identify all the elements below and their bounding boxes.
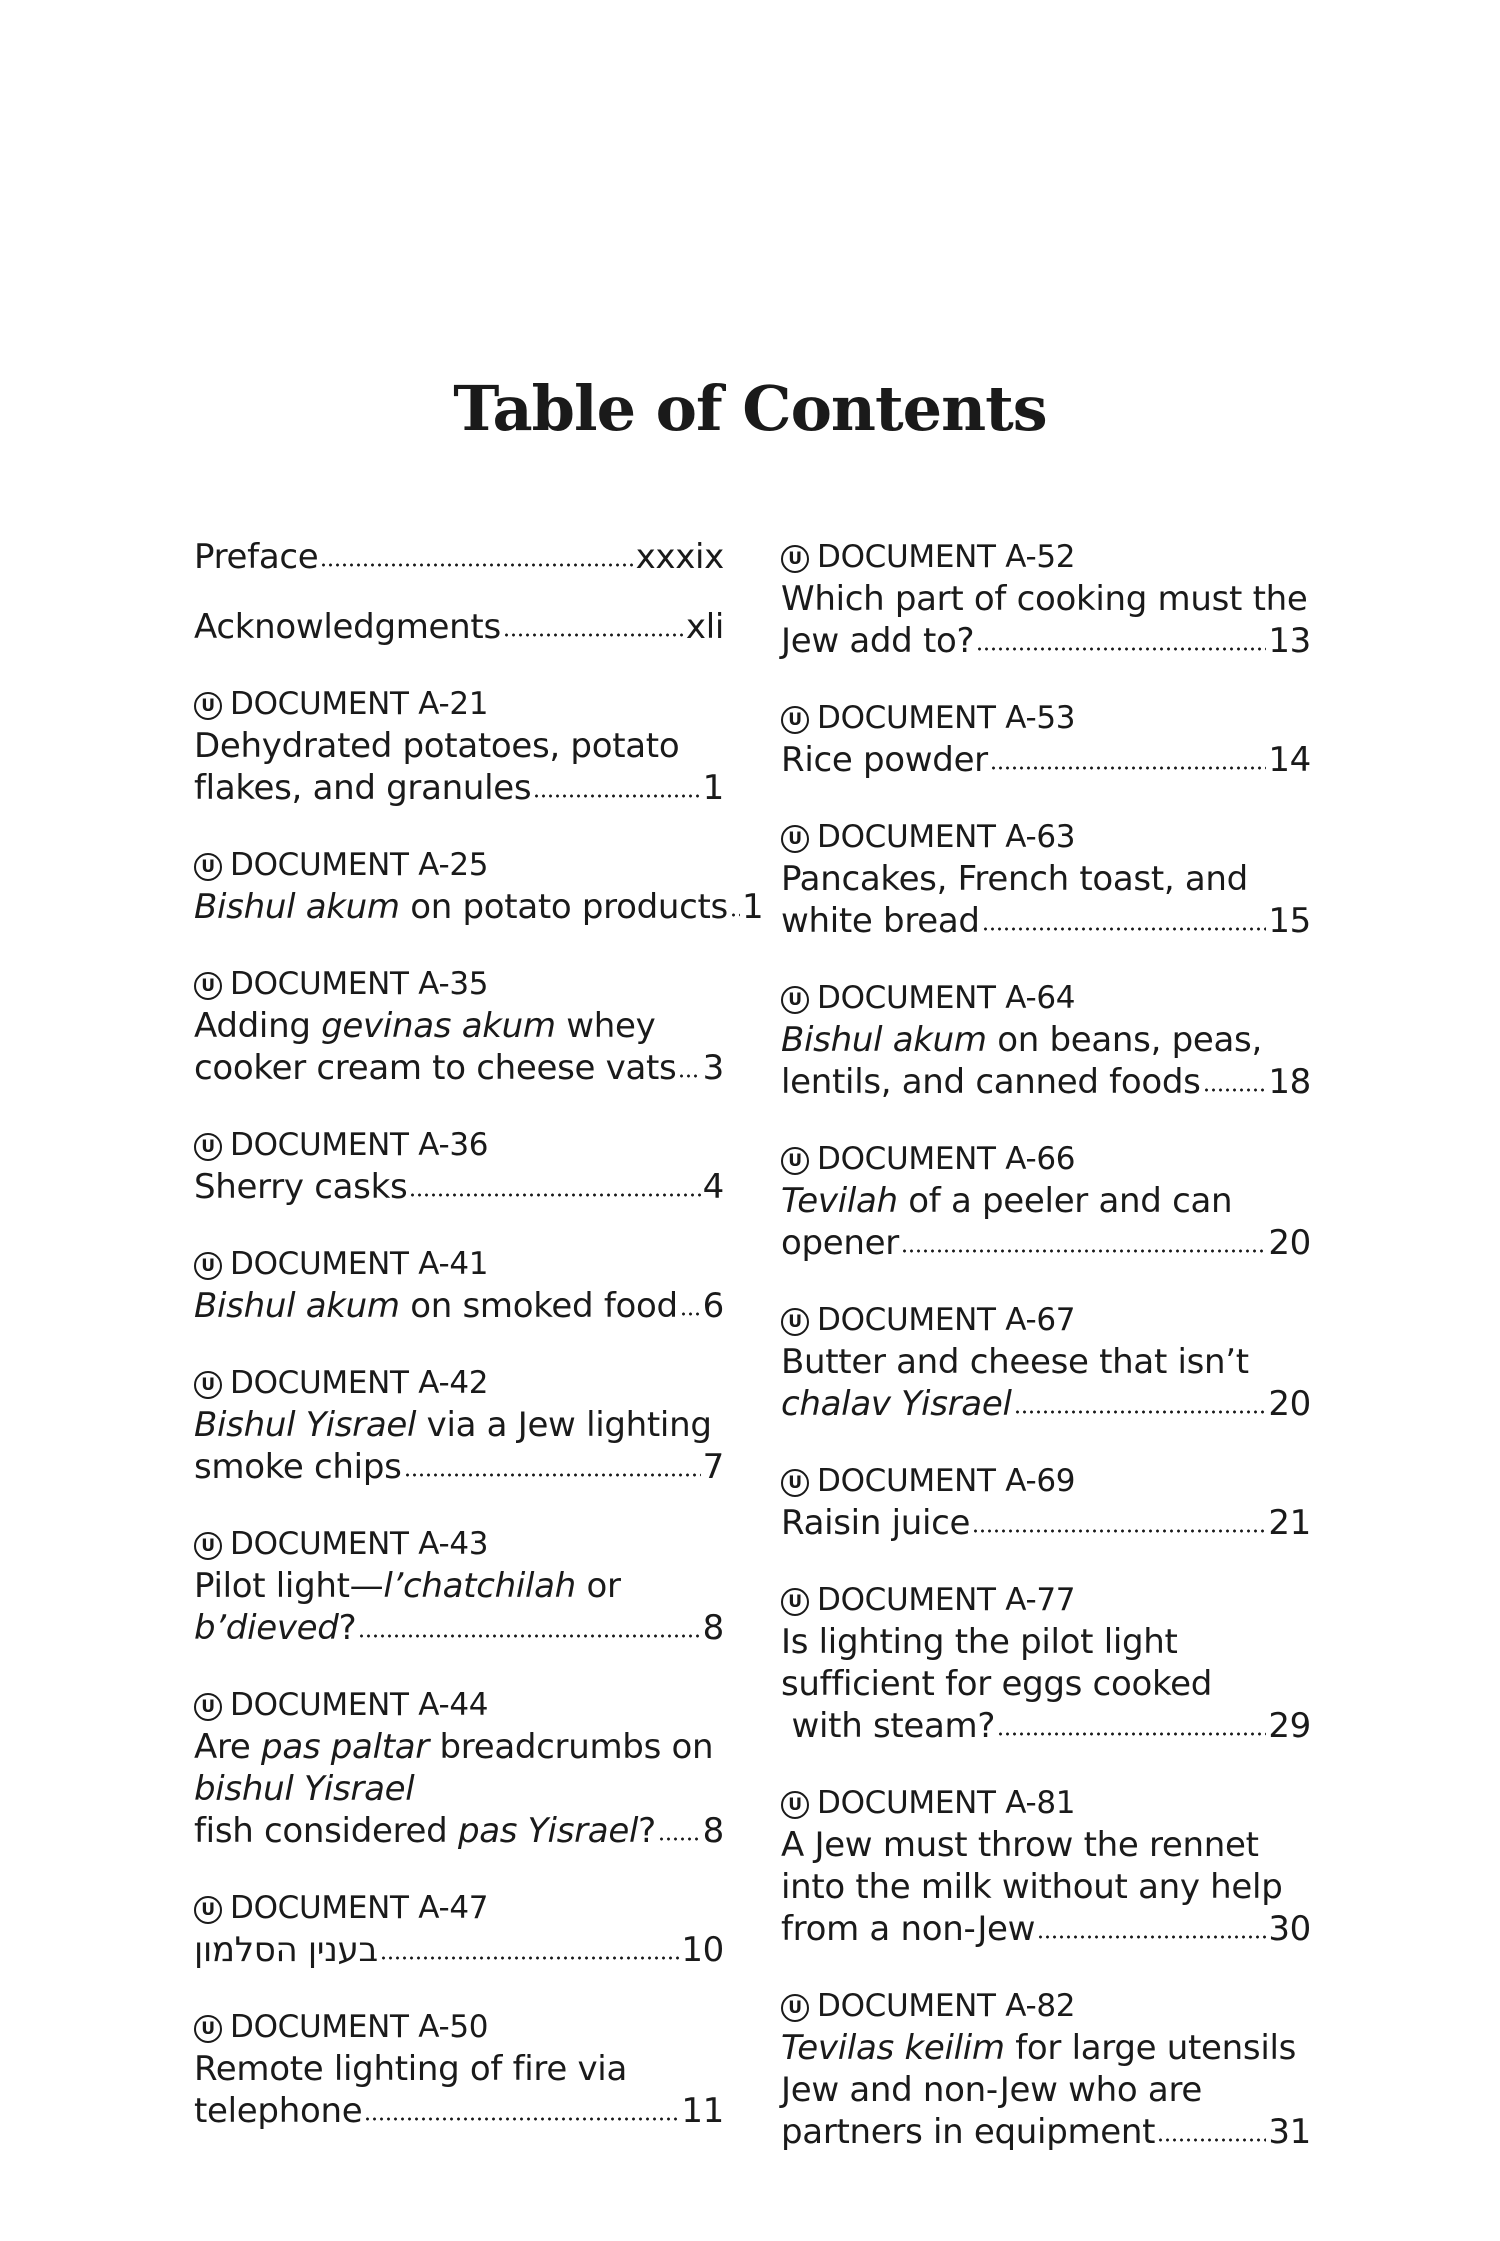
toc-entry — [194, 606, 724, 648]
toc-line — [194, 767, 724, 809]
toc-line — [781, 1705, 1311, 1747]
dot-leader — [380, 1956, 679, 1960]
entry-title — [194, 1047, 676, 1089]
toc-entry — [194, 844, 764, 928]
toc-entry — [194, 963, 724, 1089]
u-symbol-icon: U — [781, 986, 809, 1014]
toc-entry — [194, 1124, 724, 1208]
page-number: 1 — [702, 768, 724, 808]
entry-italic: Bishul akum — [194, 887, 400, 927]
document-label-text: DOCUMENT A-64 — [817, 980, 1076, 1016]
toc-line — [781, 1383, 1311, 1425]
toc-line — [194, 606, 724, 648]
entry-text: via a Jew lighting — [416, 1405, 712, 1445]
toc-line — [194, 1607, 724, 1649]
dot-leader — [990, 766, 1266, 770]
dot-leader — [503, 633, 684, 637]
spacer — [194, 648, 724, 683]
page-number: 8 — [702, 1811, 724, 1851]
page-number: 10 — [681, 1930, 724, 1970]
dot-leader — [364, 2117, 679, 2121]
document-label-text: DOCUMENT A-35 — [230, 966, 489, 1002]
page-number: 3 — [702, 1048, 724, 1088]
document-label — [194, 2006, 724, 2048]
entry-line — [194, 1404, 724, 1446]
document-label — [781, 1782, 1311, 1824]
document-label — [194, 1243, 724, 1285]
entry-text: Sherry casks — [194, 1167, 408, 1207]
u-symbol-icon: U — [194, 692, 222, 720]
dot-leader — [358, 1634, 700, 1638]
entry-text: partners in equipment — [781, 2112, 1156, 2152]
u-symbol-icon: U — [781, 706, 809, 734]
entry-text: whey — [555, 1006, 656, 1046]
entry-title — [194, 1607, 356, 1649]
entry-italic: pas Yisrael — [457, 1811, 639, 1851]
entry-title — [781, 1705, 995, 1747]
toc-entry — [194, 1243, 724, 1327]
page-title: Table of Contents — [453, 372, 1047, 445]
entry-title: Acknowledgments — [194, 607, 501, 647]
u-symbol-icon: U — [194, 1371, 222, 1399]
page-number: 29 — [1268, 1706, 1311, 1746]
entry-text: telephone — [194, 2091, 363, 2131]
u-symbol-icon: U — [781, 1147, 809, 1175]
entry-line — [194, 1726, 724, 1768]
entry-title — [194, 1446, 402, 1488]
spacer — [781, 1425, 1311, 1460]
document-label — [194, 1684, 724, 1726]
u-symbol-icon: U — [781, 545, 809, 573]
entry-line — [781, 1180, 1311, 1222]
spacer — [781, 942, 1311, 977]
spacer — [194, 1649, 724, 1684]
toc-line — [194, 886, 764, 928]
entry-text: of a peeler and can — [897, 1181, 1233, 1221]
entry-italic: Bishul Yisrael — [194, 1405, 417, 1445]
page-number: 31 — [1268, 2112, 1311, 2152]
dot-leader — [997, 1732, 1266, 1736]
page-number: 18 — [1268, 1062, 1311, 1102]
entry-text: with steam? — [781, 1706, 996, 1746]
document-label-text: DOCUMENT A-82 — [817, 1988, 1076, 2024]
page-number: 20 — [1268, 1223, 1311, 1263]
dot-leader — [730, 913, 740, 917]
entry-italic: Tevilas keilim — [781, 2028, 1005, 2068]
page-number: xli — [685, 607, 724, 647]
dot-leader — [1037, 1935, 1266, 1939]
page-number: 30 — [1268, 1909, 1311, 1949]
u-symbol-icon: U — [194, 1133, 222, 1161]
document-label — [194, 844, 724, 886]
toc-entry — [781, 1460, 1311, 1544]
dot-leader — [533, 794, 700, 798]
page-number: 4 — [702, 1167, 724, 1207]
u-symbol-icon: U — [781, 1469, 809, 1497]
entry-text: Rice powder — [781, 740, 988, 780]
u-symbol-icon: U — [194, 1252, 222, 1280]
dot-leader — [680, 1312, 701, 1316]
spacer — [194, 1488, 724, 1523]
entry-title — [781, 900, 980, 942]
toc-entry — [194, 1684, 724, 1852]
entry-line: sufficient for eggs cooked — [781, 1664, 1213, 1704]
toc-line — [781, 1502, 1311, 1544]
spacer — [194, 1971, 724, 2006]
entry-text: Are — [194, 1727, 262, 1767]
document-label-text: DOCUMENT A-63 — [817, 819, 1076, 855]
dot-leader — [901, 1249, 1266, 1253]
entry-text: for large utensils — [1004, 2028, 1297, 2068]
document-label — [194, 1124, 724, 1166]
u-symbol-icon: U — [781, 1994, 809, 2022]
entry-line: Butter and cheese that isn’t — [781, 1342, 1249, 1382]
page-number: 1 — [741, 887, 764, 927]
u-symbol-icon: U — [781, 1588, 809, 1616]
spacer — [781, 1544, 1311, 1579]
toc-entry — [781, 1579, 1311, 1747]
entry-title — [194, 886, 728, 928]
entry-text: from a non-Jew — [781, 1909, 1036, 1949]
toc-line — [781, 1061, 1311, 1103]
spacer — [194, 1327, 724, 1362]
entry-line: Is lighting the pilot light — [781, 1622, 1178, 1662]
entry-title: Preface — [194, 537, 319, 577]
entry-title — [781, 1383, 1012, 1425]
dot-leader — [320, 563, 633, 567]
entry-text: on smoked food — [399, 1286, 678, 1326]
page-number: 15 — [1268, 901, 1311, 941]
document-label — [781, 977, 1311, 1019]
u-symbol-icon: U — [781, 825, 809, 853]
entry-text: Jew and non-Jew who are — [781, 2070, 1203, 2110]
document-label — [781, 697, 1311, 739]
dot-leader — [1203, 1088, 1267, 1092]
page-number: 8 — [702, 1608, 724, 1648]
entry-text: ? — [638, 1811, 656, 1851]
entry-line — [194, 1768, 724, 1810]
entry-text: on beans, peas, — [986, 1020, 1262, 1060]
dot-leader — [1014, 1410, 1267, 1414]
toc-entry — [781, 977, 1311, 1103]
entry-text: or — [575, 1566, 621, 1606]
u-symbol-icon: U — [781, 1308, 809, 1336]
page-number: 20 — [1268, 1384, 1311, 1424]
entry-line — [781, 2069, 1311, 2111]
entry-title — [194, 1285, 678, 1327]
document-label — [194, 683, 724, 725]
document-label — [781, 1985, 1311, 2027]
entry-line — [194, 1565, 724, 1607]
toc-line — [781, 1908, 1311, 1950]
toc-line — [194, 2090, 724, 2132]
entry-title — [781, 1502, 970, 1544]
entry-title — [781, 1222, 899, 1264]
entry-italic: Bishul akum — [194, 1286, 400, 1326]
toc-line — [781, 620, 1311, 662]
toc-entry — [781, 816, 1311, 942]
entry-line — [781, 1019, 1311, 1061]
entry-italic: gevinas akum — [321, 1006, 556, 1046]
entry-title — [194, 1166, 407, 1208]
page-number: 6 — [702, 1286, 724, 1326]
dot-leader — [982, 927, 1267, 931]
toc-line — [194, 1446, 724, 1488]
page-number: 7 — [702, 1447, 724, 1487]
spacer — [781, 781, 1311, 816]
entry-text: fish considered — [194, 1811, 458, 1851]
entry-italic: bishul Yisrael — [194, 1769, 415, 1809]
entry-text: breadcrumbs on — [428, 1727, 714, 1767]
toc-line — [781, 2111, 1311, 2153]
document-label-text: DOCUMENT A-25 — [230, 847, 489, 883]
document-label-text: DOCUMENT A-43 — [230, 1526, 489, 1562]
spacer — [194, 809, 724, 844]
u-symbol-icon: U — [194, 972, 222, 1000]
document-label-text: DOCUMENT A-36 — [230, 1127, 489, 1163]
spacer — [194, 1089, 724, 1124]
page-number: 11 — [681, 2091, 724, 2131]
document-label — [781, 536, 1311, 578]
toc-line — [194, 1166, 724, 1208]
entry-text: Pilot light— — [194, 1566, 384, 1606]
document-label — [781, 1138, 1311, 1180]
document-label — [781, 1460, 1311, 1502]
document-label-text: DOCUMENT A-77 — [817, 1582, 1076, 1618]
spacer — [781, 1264, 1311, 1299]
spacer — [781, 1747, 1311, 1782]
entry-title — [781, 620, 974, 662]
toc-entry — [194, 1887, 724, 1971]
toc-entry — [194, 683, 724, 809]
document-label-text: DOCUMENT A-53 — [817, 700, 1076, 736]
entry-title — [781, 2111, 1155, 2153]
entry-text: flakes, and granules — [194, 768, 532, 808]
dot-leader — [678, 1074, 700, 1078]
entry-text: cooker cream to cheese vats — [194, 1048, 677, 1088]
document-label — [194, 1523, 724, 1565]
entry-title — [194, 1929, 378, 1971]
toc-line — [194, 1810, 724, 1852]
entry-text: smoke chips — [194, 1447, 402, 1487]
entry-title — [781, 739, 988, 781]
entry-title — [194, 1810, 656, 1852]
entry-line: into the milk without any help — [781, 1867, 1283, 1907]
spacer — [194, 928, 724, 963]
u-symbol-icon: U — [781, 1791, 809, 1819]
u-symbol-icon: U — [194, 2015, 222, 2043]
document-label-text: DOCUMENT A-66 — [817, 1141, 1076, 1177]
entry-italic: b’dieved — [194, 1608, 339, 1648]
spacer — [194, 1852, 724, 1887]
u-symbol-icon: U — [194, 1532, 222, 1560]
toc-entry — [194, 1362, 724, 1488]
entry-text: lentils, and canned foods — [781, 1062, 1201, 1102]
entry-title — [194, 767, 531, 809]
entry-text: ? — [338, 1608, 357, 1648]
toc-entry — [781, 1138, 1311, 1264]
page-number: 14 — [1268, 740, 1311, 780]
spacer — [781, 1103, 1311, 1138]
entry-title — [194, 2090, 362, 2132]
entry-line: Remote lighting of fire via — [194, 2049, 627, 2089]
toc-entry — [781, 1299, 1311, 1425]
u-symbol-icon: U — [194, 1693, 222, 1721]
toc-line — [194, 536, 724, 578]
toc-entry — [194, 2006, 724, 2132]
page-number: 13 — [1268, 621, 1311, 661]
entry-italic: Tevilah — [781, 1181, 898, 1221]
entry-text: Jew add to? — [781, 621, 975, 661]
document-label — [194, 963, 724, 1005]
document-label-text: DOCUMENT A-21 — [230, 686, 489, 722]
entry-text: on potato products — [399, 887, 728, 927]
page-number: 21 — [1268, 1503, 1311, 1543]
document-label-text: DOCUMENT A-50 — [230, 2009, 489, 2045]
dot-leader — [404, 1473, 701, 1477]
document-label-text: DOCUMENT A-52 — [817, 539, 1076, 575]
entry-line: Which part of cooking must the — [781, 579, 1308, 619]
toc-line — [194, 1929, 724, 1971]
document-label-text: DOCUMENT A-67 — [817, 1302, 1076, 1338]
entry-text: Adding — [194, 1006, 322, 1046]
spacer — [194, 578, 724, 606]
document-label-text: DOCUMENT A-41 — [230, 1246, 489, 1282]
entry-line — [194, 1005, 724, 1047]
document-label-text: DOCUMENT A-44 — [230, 1687, 489, 1723]
document-label — [781, 1299, 1311, 1341]
entry-line — [781, 2027, 1311, 2069]
entry-italic: Bishul akum — [781, 1020, 987, 1060]
u-symbol-icon: U — [194, 853, 222, 881]
toc-entry — [781, 1782, 1311, 1950]
entry-line: A Jew must throw the rennet — [781, 1825, 1259, 1865]
toc-column-left — [194, 536, 764, 2132]
u-symbol-icon: U — [194, 1896, 222, 1924]
document-label-text: DOCUMENT A-42 — [230, 1365, 489, 1401]
toc-entry — [781, 697, 1311, 781]
dot-leader — [658, 1837, 701, 1841]
toc-line — [781, 1222, 1311, 1264]
entry-text: בענין הסלמון — [194, 1930, 378, 1970]
dot-leader — [409, 1193, 700, 1197]
spacer — [781, 662, 1311, 697]
document-label — [781, 1579, 1311, 1621]
entry-text: opener — [781, 1223, 899, 1263]
page-number: xxxix — [635, 537, 724, 577]
document-label — [781, 816, 1311, 858]
toc-line — [194, 1285, 724, 1327]
dot-leader — [976, 647, 1266, 651]
toc-entry — [194, 1523, 724, 1649]
entry-line: Dehydrated potatoes, potato — [194, 726, 680, 766]
document-label — [194, 1362, 724, 1404]
entry-line: Pancakes, French toast, and — [781, 859, 1248, 899]
toc-line — [781, 900, 1311, 942]
entry-italic: l’chatchilah — [383, 1566, 576, 1606]
entry-text: Raisin juice — [781, 1503, 971, 1543]
document-label-text: DOCUMENT A-47 — [230, 1890, 489, 1926]
document-label-text: DOCUMENT A-69 — [817, 1463, 1076, 1499]
toc-line — [194, 1047, 724, 1089]
toc-entry — [781, 536, 1311, 662]
document-label — [194, 1887, 724, 1929]
entry-title — [781, 1908, 1035, 1950]
document-label-text: DOCUMENT A-81 — [817, 1785, 1076, 1821]
entry-italic: pas paltar — [261, 1727, 429, 1767]
spacer — [781, 1950, 1311, 1985]
dot-leader — [1157, 2138, 1266, 2142]
toc-column-right — [781, 536, 1311, 2153]
toc-entry — [194, 536, 724, 578]
dot-leader — [972, 1529, 1266, 1533]
entry-text: white bread — [781, 901, 980, 941]
spacer — [194, 1208, 724, 1243]
toc-line — [781, 739, 1311, 781]
entry-title — [781, 1061, 1201, 1103]
toc-entry — [781, 1985, 1311, 2153]
entry-italic: chalav Yisrael — [781, 1384, 1012, 1424]
